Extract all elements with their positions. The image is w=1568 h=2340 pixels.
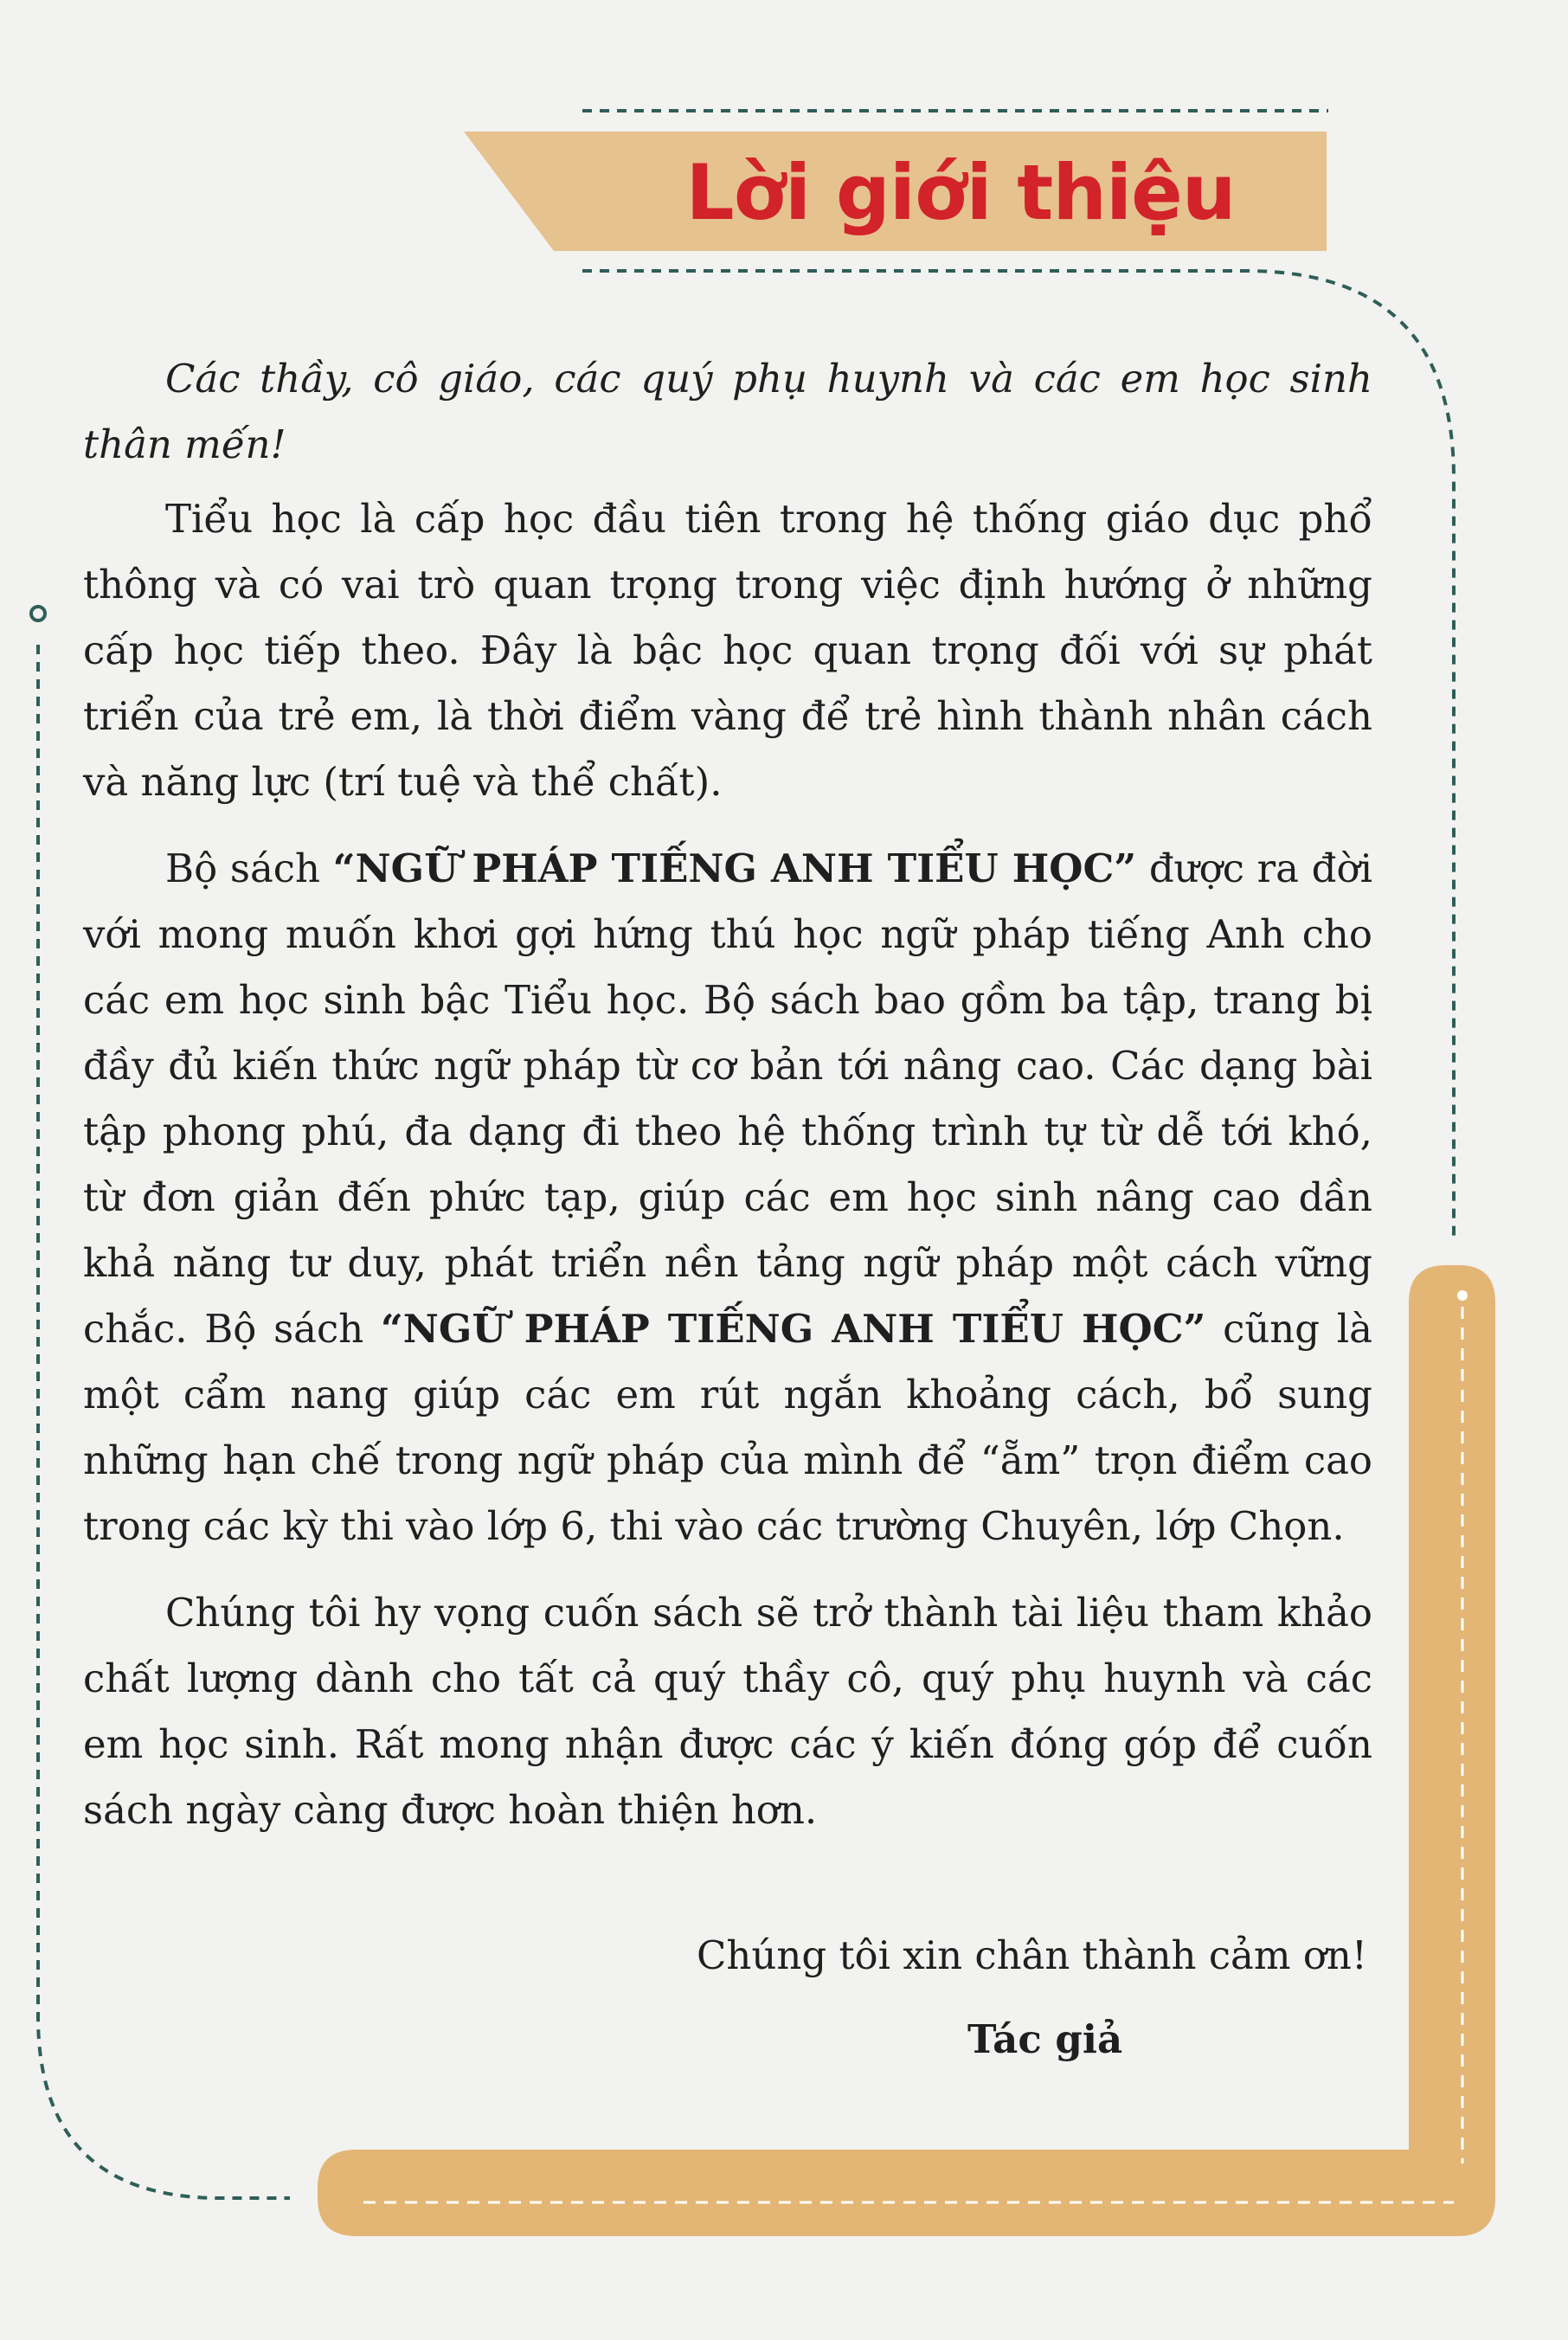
paragraph-2-part-1: Bộ sách bbox=[165, 845, 333, 891]
book-title-1: “NGỮ PHÁP TIẾNG ANH TIỂU HỌC” bbox=[332, 845, 1137, 891]
paragraph-2 bbox=[83, 836, 1372, 1559]
bar-dot-top bbox=[1457, 1290, 1468, 1301]
paragraph-1: Tiểu học là cấp học đầu tiên trong hệ thống giáo dục phổ thông và có vai trò quan trọng trong việc định hướng ở những cấp học tiếp theo. Đây là bậc học quan trọng đối với sự phát triển của trẻ em, là thời điểm vàng để trẻ hình thành nhân cách và năng lực (trí tuệ và thể chất). bbox=[83, 496, 1372, 805]
closing-thanks: Chúng tôi xin chân thành cảm ơn! bbox=[696, 1932, 1367, 1978]
author-signature: Tác giả bbox=[967, 2016, 1123, 2062]
greeting: Các thầy, cô giáo, các quý phụ huynh và các em học sinh thân mến! bbox=[83, 356, 1372, 467]
paragraph-2-part-3: cũng là một cẩm nang giúp các em rút ngắn khoảng cách, bổ sung những hạn chế trong ngữ pháp của mình để “ẵm” trọn điểm cao trong các kỳ thi vào lớp 6, thi vào các trường Chuyên, lớp Chọn. bbox=[83, 1306, 1373, 1549]
frame-dot-left bbox=[31, 607, 45, 620]
paragraph-2-part-2: được ra đời với mong muốn khơi gợi hứng thú học ngữ pháp tiếng Anh cho các em học sinh bậc Tiểu học. Bộ sách bao gồm ba tập, trang bị đầy đủ kiến thức ngữ pháp từ cơ bản tới nâng cao. Các dạng bài tập phong phú, đa dạng đi theo hệ thống trình tự từ dễ tới khó, từ đơn giản đến phức tạp, giúp các em học sinh nâng cao dần khả năng tư duy, phát triển nền tảng ngữ pháp một cách vững chắc. Bộ sách bbox=[83, 845, 1372, 1352]
intro-text bbox=[83, 346, 1372, 1843]
paragraph-3: Chúng tôi hy vọng cuốn sách sẽ trở thành tài liệu tham khảo chất lượng dành cho tất cả quý thầy cô, quý phụ huynh và các em học sinh. Rất mong nhận được các ý kiến đóng góp để cuốn sách ngày càng được hoàn thiện hơn. bbox=[83, 1590, 1372, 1833]
page-title: Lời giới thiệu bbox=[685, 148, 1236, 237]
book-title-2: “NGỮ PHÁP TIẾNG ANH TIỂU HỌC” bbox=[380, 1306, 1206, 1352]
